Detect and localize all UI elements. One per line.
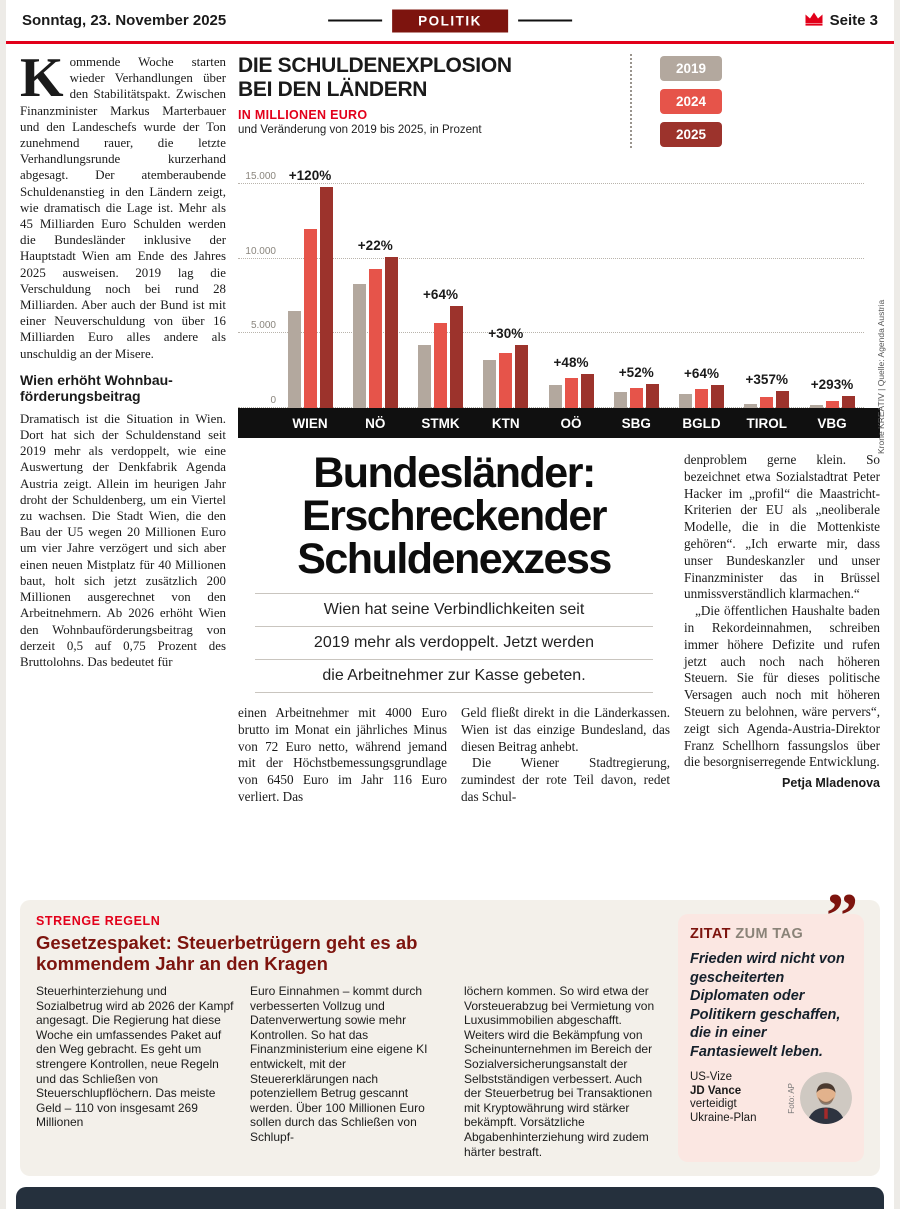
- category-label: KTN: [491, 415, 520, 431]
- jd-vance-photo: [800, 1072, 852, 1124]
- divider-line: [518, 20, 572, 22]
- pct-change-label: +30%: [488, 326, 524, 341]
- article-column-3: denproblem gerne klein. So bezeichnet etwa Sozialstadtrat Peter Hacker im „profil“ die Maastricht-Kriterien der EU als „neoliberale Modelle, die in die Mottenkiste gehören“. „Ich erwarte mir, dass unser Bundeskanzler und unser Finanzminister das in Brüssel unmissverständlich klarmachen.“ „Die öffentlichen Haushalte baden in Rekordeinnahmen, schreiben immer höhere Defizite und rufen jetzt auch noch nach höheren Steuern. Sie für dieses politische Versagen auch noch mit höheren Steuern zu belohnen, wäre pervers“, zeigt sich Agenda-Austria-Direktor Franz Schellhorn fassungslos über die besorgniserregende Entwicklung. Petja Mladenova: [684, 452, 880, 791]
- bar-2024: [369, 269, 382, 408]
- bar-2025: [711, 385, 724, 408]
- bottom-story-box: [20, 880, 880, 1176]
- y-axis-tick: 15.000: [245, 171, 276, 182]
- bar-2024: [304, 229, 317, 408]
- bar-2019: [353, 284, 366, 408]
- quote-of-the-day-box: [678, 880, 864, 1162]
- bar-2025: [320, 187, 333, 408]
- page-number-label: Seite 3: [829, 12, 878, 29]
- bar-2024: [826, 401, 839, 408]
- quote-icon: ”: [826, 880, 858, 951]
- bar-group-NÖ: [349, 156, 401, 408]
- article-headline: Bundesländer: Erschreckender Schuldenexzess: [297, 449, 611, 583]
- bar-2025: [646, 384, 659, 408]
- bar-2019: [614, 392, 627, 408]
- legend-badge-2025: 2025: [660, 122, 722, 147]
- bar-2025: [842, 396, 855, 408]
- bar-2019: [679, 394, 692, 408]
- bottom-bar: [16, 1187, 884, 1209]
- pct-change-label: +64%: [684, 366, 719, 381]
- left-article-column: [20, 47, 226, 884]
- left-article-subhead: Wien erhöht Wohnbauförderungsbeitrag: [20, 371, 173, 405]
- chart-legend: [660, 56, 722, 147]
- author-byline: Petja Mladenova: [782, 776, 880, 791]
- chart-unit-label: IN MILLIONEN EURO: [238, 108, 368, 122]
- category-label: VBG: [817, 415, 847, 431]
- bar-group-WIEN: [284, 156, 336, 408]
- pct-change-label: +22%: [357, 238, 393, 253]
- bar-2024: [434, 323, 447, 408]
- article-center-block: [238, 449, 670, 806]
- bar-group-STMK: [415, 156, 467, 408]
- chart-plot: [238, 156, 880, 408]
- category-label: STMK: [421, 415, 460, 431]
- left-article-paragraph-2: Dramatisch ist die Situation in Wien. Dort hat sich der Schuldenstand seit 2019 mehr als verdoppelt, wie eine Auswertung der Denkfabrik Agenda Austria zeigt. Allein im heurigen Jahr droht der Schuldenberg, um ein Viertel zu wachsen. Die Stadt Wien, die den Bau der U5 wegen 20 Millionen Euro um vier Jahre verzögert und sich aber einen neuen Mistplatz für 40 Millionen baut, holt sich jetzt zusätzlich 200 Millionen ausgerechnet von den Arbeitnehmern. Ab 2026 erhöht Wien den Wohnbauförderungsbeitrag von derzeit 0,5 auf 0,75 Prozent des Bruttolohns. Das bedeutet für: [20, 411, 226, 669]
- category-label: OÖ: [560, 415, 582, 431]
- bar-2025: [581, 374, 594, 408]
- bar-group-SBG: [610, 156, 662, 408]
- drop-cap: K: [20, 47, 64, 109]
- bar-2025: [385, 257, 398, 408]
- quote-box-title: ZITAT ZUM TAG: [690, 926, 804, 942]
- bottom-column-2: Euro Einnahmen – kommt durch verbesserten Vollzug und Datenverwertung sowie mehr Kontrollen. So hat das Finanzministerium eine eigene KI entwickelt, mit der Steuererklärungen nach potenziellem Betrug gescannt werden. Über 100 Millionen Euro sollen durch das Schließen von Schlupf-: [250, 984, 428, 1144]
- bar-2024: [630, 388, 643, 408]
- y-axis-tick: 10.000: [245, 246, 276, 257]
- bottom-story-headline: Gesetzespaket: Steuerbetrügern geht es ab kommendem Jahr an den Kragen: [36, 932, 418, 974]
- bar-2024: [499, 353, 512, 408]
- pct-change-label: +293%: [810, 377, 854, 392]
- bar-2019: [288, 311, 301, 408]
- bar-group-VBG: [806, 156, 858, 408]
- category-label: BGLD: [682, 415, 721, 431]
- bottom-story: [36, 914, 662, 1162]
- legend-badge-2024: 2024: [660, 89, 722, 114]
- bar-group-BGLD: [676, 156, 728, 408]
- left-article-paragraph-1: Kommende Woche starten wieder Verhandlungen über den Stabilitätspakt. Zwischen Finanzminister Markus Marterbauer und den Landeschefs wurde der Ton zunehmend rauer, die letzte Verhandlungsrunde kurzerhand abgesagt. Der atemberaubende Schuldenanstieg in den Ländern zeigt, wie dramatisch die Lage ist. Mehr als 45 Milliarden Euro Schulden werden die Bundesländer inklusive der Hauptstadt Wien am Ende des Jahres 2025 ausweisen. 2019 lag die Verschuldung noch bei rund 28 Milliarden. Aber auch der Bund ist mit einer Neuverschuldung von über 16 Milliarden Euro alles andere als unschuldig an der Misere.: [20, 47, 226, 361]
- pct-change-label: +48%: [553, 355, 589, 370]
- chart-bars: [284, 156, 858, 408]
- bottom-story-columns: [36, 984, 662, 1159]
- category-label: WIEN: [292, 415, 328, 431]
- bar-group-KTN: [480, 156, 532, 408]
- legend-badge-2019: 2019: [660, 56, 722, 81]
- kicker-label: STRENGE REGELN: [36, 914, 161, 928]
- bar-2025: [776, 391, 789, 408]
- bottom-column-3: löchern kommen. So wird etwa der Vorsteuerabzug bei Vermietung von Luxusimmobilien abgeschafft. Weiters wird die Bekämpfung von Scheinunternehmen im Bereich der Sozialversicherungsanstalt der Selbstständigen verbessert. Auch der Steuerbetrug bei Transaktionen mit Kryptowährung wird stärker bekämpft. Vorsätzliche Abgabenhinterziehung wird zudem härter bestraft.: [464, 984, 655, 1159]
- page-number: [804, 11, 878, 30]
- chart-category-bar: [238, 408, 880, 438]
- chart-header: [238, 54, 880, 150]
- bar-2024: [695, 389, 708, 408]
- bar-2025: [450, 306, 463, 408]
- bar-2019: [810, 405, 823, 408]
- quote-attribution: [690, 1071, 852, 1125]
- divider-line: [328, 20, 382, 22]
- page-header: [6, 0, 894, 44]
- photo-credit: Foto: AP: [787, 1082, 796, 1114]
- chart-subtitle: und Veränderung von 2019 bis 2025, in Prozent: [238, 124, 482, 136]
- chart-title: DIE SCHULDENEXPLOSION BEI DEN LÄNDERN: [238, 54, 512, 101]
- bar-group-TIROL: [741, 156, 793, 408]
- bar-2019: [418, 345, 431, 408]
- pct-change-label: +357%: [745, 372, 788, 387]
- bar-2024: [760, 397, 773, 408]
- bar-group-OÖ: [545, 156, 597, 408]
- category-label: NÖ: [365, 415, 386, 431]
- category-label: TIROL: [746, 415, 787, 431]
- article-column-2: Geld fließt direkt in die Länderkassen. Wien ist das einzige Bundesland, das diesen Beitrag anhebt. Die Wiener Stadtregierung, zumindest der rote Teil davon, redet das Schul-: [461, 705, 670, 804]
- quote-text: Frieden wird nicht von gescheiterten Diplomaten oder Politikern geschaffen, die in einer Fantasiewelt leben.: [690, 951, 845, 1060]
- category-label: SBG: [621, 415, 651, 431]
- dotted-divider: [630, 54, 632, 148]
- main-content: [6, 44, 894, 884]
- bar-2019: [549, 385, 562, 408]
- y-axis-tick: 5.000: [250, 320, 276, 331]
- section-banner: [318, 9, 582, 32]
- crown-icon: [804, 11, 824, 30]
- chart-credit: Krone KREATIV | Quelle: Agenda Austria: [876, 299, 886, 454]
- date-label: Sonntag, 23. November 2025: [22, 12, 227, 29]
- bar-2025: [515, 345, 528, 408]
- quote-person-text: US-Vize JD Vance verteidigt Ukraine-Plan: [690, 1071, 757, 1124]
- right-area: [238, 54, 886, 884]
- article-column-1: einen Arbeitnehmer mit 4000 Euro brutto im Monat ein jährliches Minus von 72 Euro netto, während jemand mit der Höchstbemessungsgrundlage von 6450 Euro im Jahr 116 Euro verliert. Das: [238, 705, 447, 804]
- bottom-column-1: Steuerhinterziehung und Sozialbetrug wird ab 2026 der Kampf angesagt. Die Regierung hat diese Woche ein umfassendes Paket auf den Weg gebracht. Es geht um strengere Kontrollen, neue Regeln und das Schließen von Steuerschlupflöchern. Das meiste Geld – 110 von insgesamt 269 Millionen: [36, 984, 234, 1130]
- bar-2019: [744, 404, 757, 408]
- article-columns: [238, 705, 670, 806]
- article-body: [238, 449, 880, 806]
- pct-change-label: +52%: [618, 365, 654, 380]
- section-badge: POLITIK: [392, 9, 508, 32]
- pct-change-label: +64%: [423, 287, 458, 302]
- debt-chart: [238, 54, 886, 454]
- bar-2024: [565, 378, 578, 408]
- pct-change-label: +120%: [288, 168, 332, 183]
- article-standfirst: Wien hat seine Verbindlichkeiten seit 2019 mehr als verdoppelt. Jetzt werden die Arbeitnehmer zur Kasse gebeten.: [255, 593, 652, 693]
- y-axis-tick: 0: [270, 395, 276, 406]
- bar-2019: [483, 360, 496, 408]
